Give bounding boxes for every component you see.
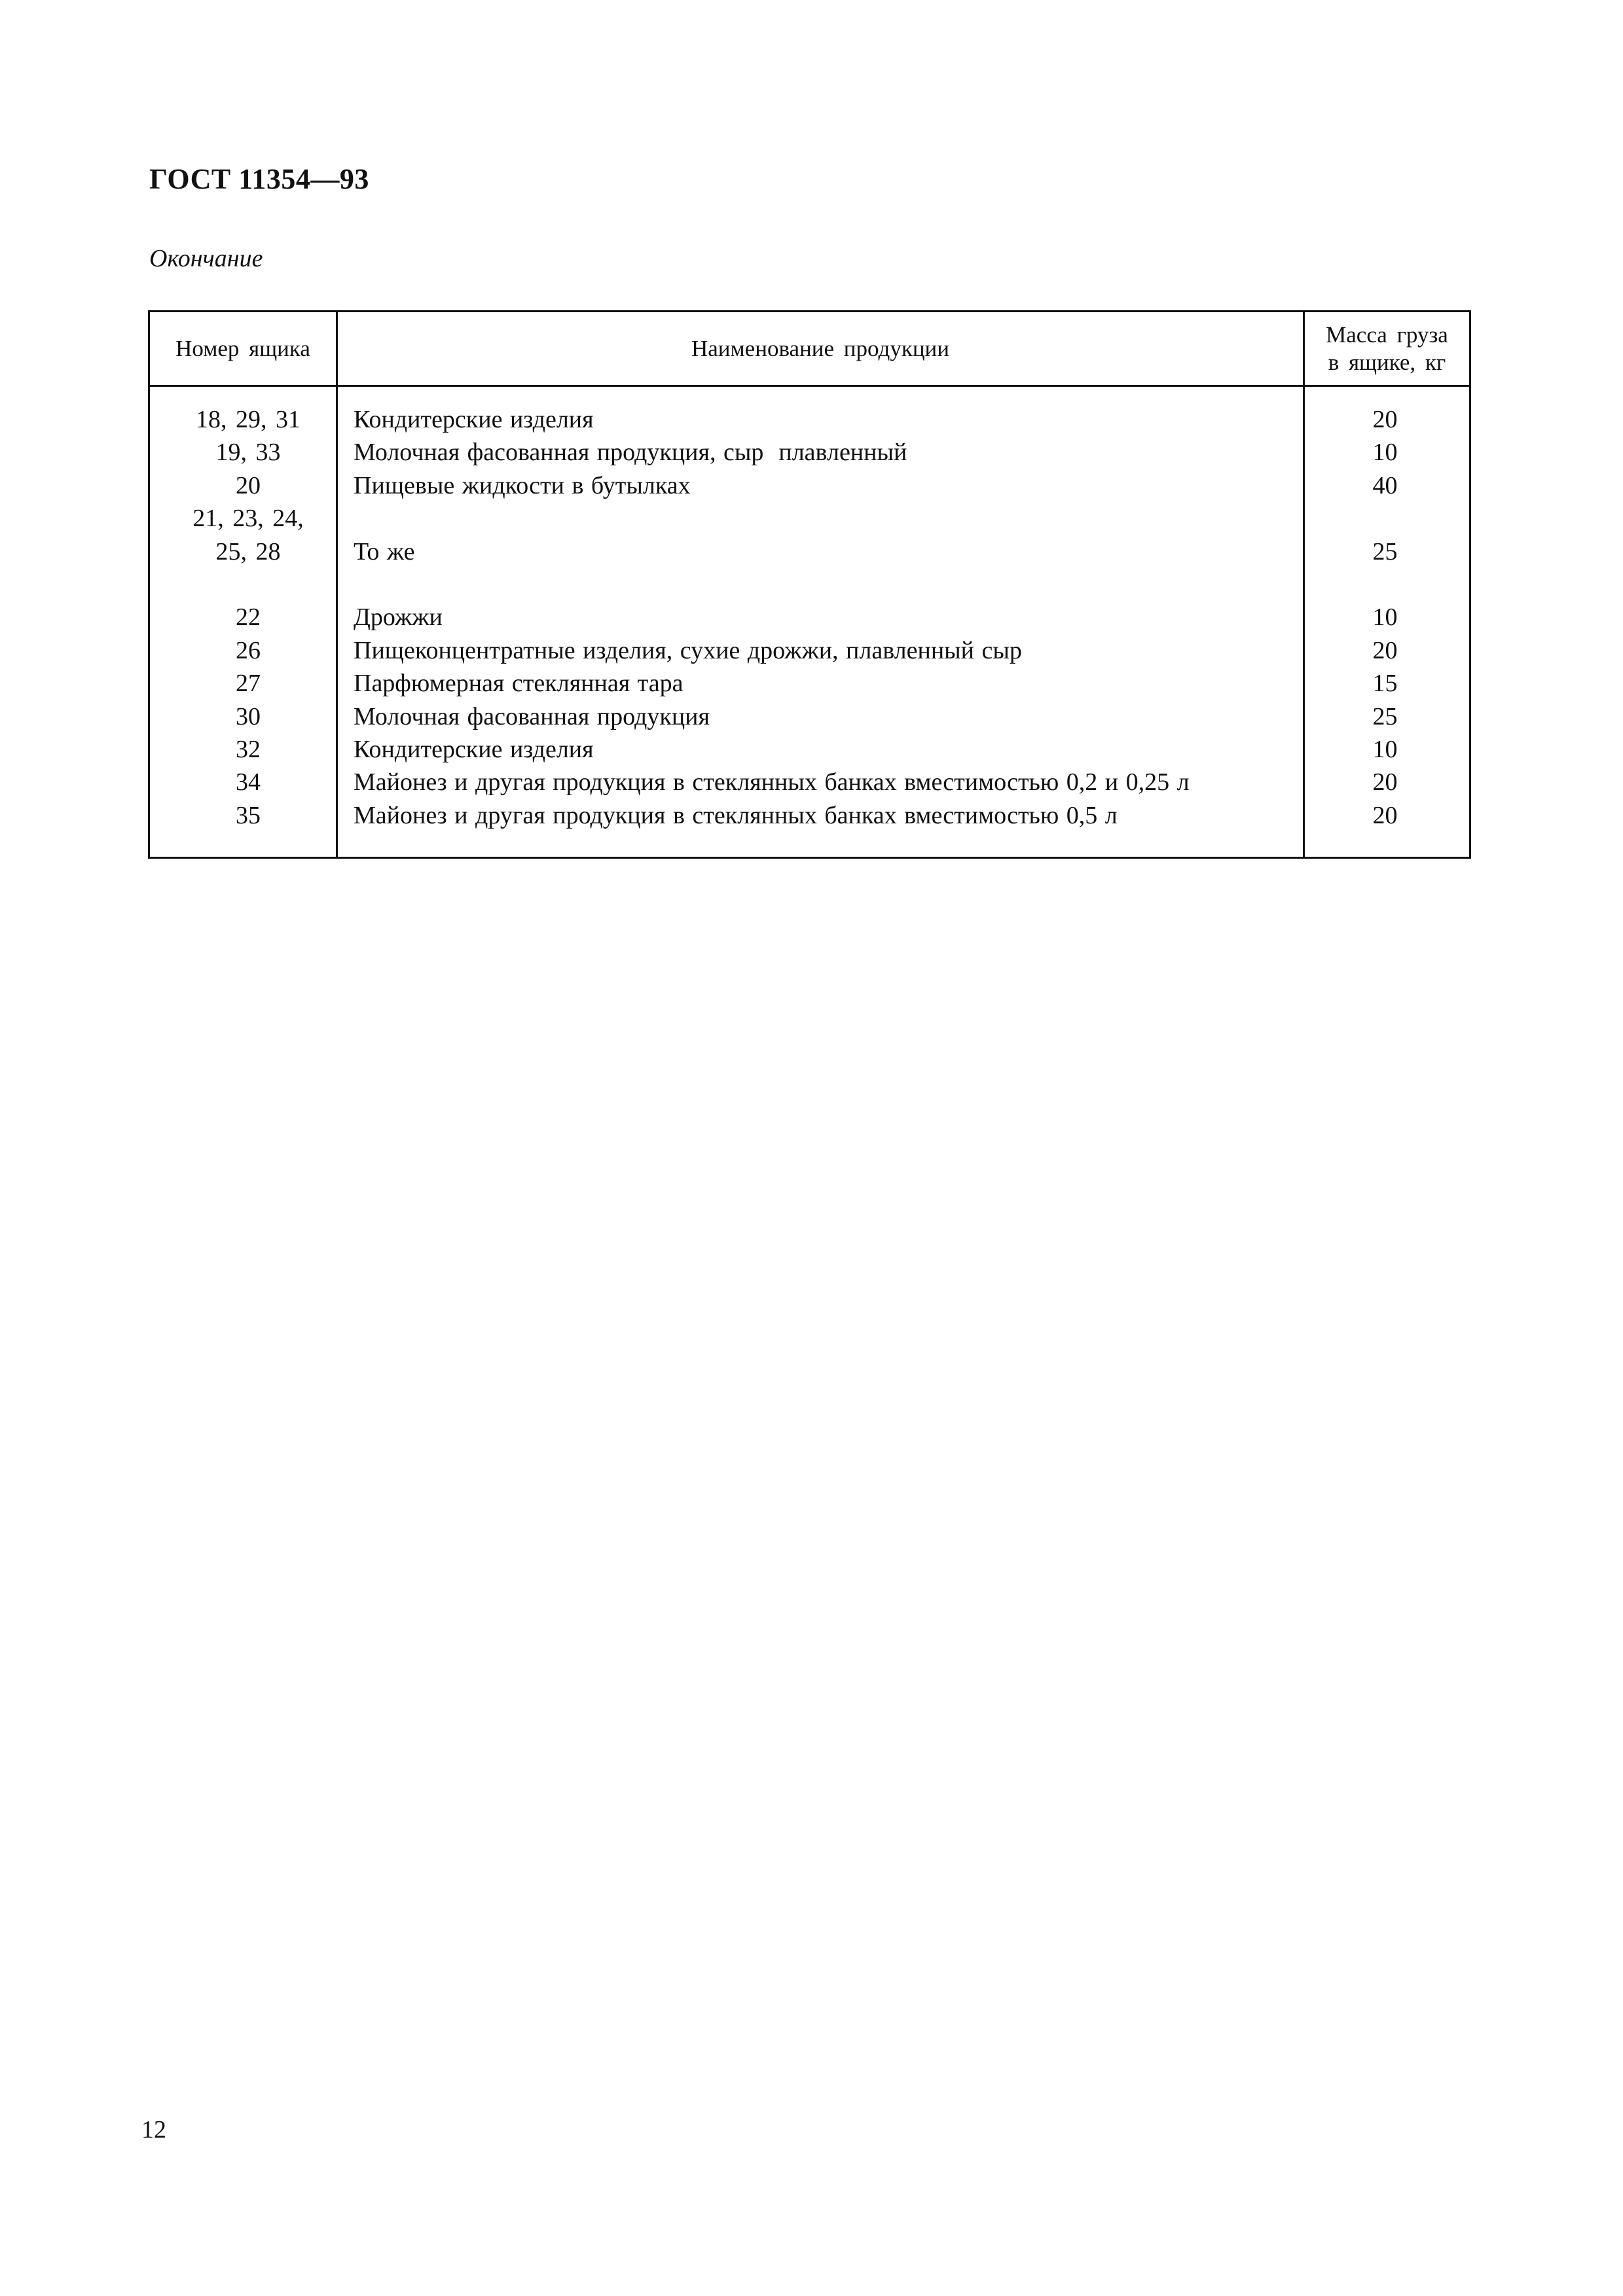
product-name-cell: То же [354,537,415,565]
product-name-cell: Кондитерские изделия [354,735,594,763]
box-number-cell: 26 [236,636,261,664]
table-row [150,469,1469,502]
table-row-spacer [150,568,1469,601]
product-name-cell: Молочная фасованная продукция, сыр плавленный [354,439,907,467]
mass-cell: 20 [1372,801,1398,829]
column-header-mass-line2: в ящике, кг [1328,349,1446,375]
table-row [150,733,1469,766]
table-body [150,403,1469,832]
mass-cell: 20 [1372,406,1398,433]
product-name-cell: Майонез и другая продукция в стеклянных банках вместимостью 0,2 и 0,25 л [354,768,1190,797]
column-header-mass [1305,312,1469,385]
continuation-label: Окончание [149,245,263,272]
mass-cell: 20 [1372,768,1398,797]
product-name-cell: Молочная фасованная продукция [354,702,710,730]
box-number-cell: 34 [236,768,261,797]
mass-cell: 10 [1372,603,1398,632]
mass-cell: 25 [1372,537,1398,565]
data-table [148,310,1471,859]
table-row [150,766,1469,798]
box-number-cell: 27 [236,670,261,698]
page-number: 12 [141,2116,166,2144]
product-name-cell: Майонез и другая продукция в стеклянных банках вместимостью 0,5 л [354,801,1118,829]
box-number-cell: 21, 23, 24, [192,505,304,533]
box-number-cell: 22 [236,603,261,632]
table-row [150,667,1469,700]
mass-cell: 40 [1372,471,1398,499]
table-row [150,403,1469,436]
product-name-cell: Дрожжи [354,603,443,632]
mass-cell: 15 [1372,670,1398,698]
table-header [150,312,1469,387]
box-number-cell: 18, 29, 31 [196,406,301,433]
box-number-cell: 32 [236,735,261,763]
product-name-cell: Кондитерские изделия [354,406,594,433]
table-row [150,700,1469,733]
column-header-mass-line1: Масса груза [1326,321,1448,348]
table-row [150,601,1469,634]
box-number-cell: 19, 33 [215,439,281,467]
product-name-cell: Пищевые жидкости в бутылках [354,471,691,499]
product-name-cell: Пищеконцентратные изделия, сухие дрожжи, плавленный сыр [354,636,1022,664]
document-title: ГОСТ 11354—93 [149,163,369,195]
column-header-number: Номер ящика [175,335,310,361]
table-row [150,535,1469,568]
table-row [150,436,1469,469]
column-header-name: Наименование продукции [691,335,950,361]
mass-cell: 10 [1372,439,1398,467]
mass-cell: 25 [1372,702,1398,730]
box-number-cell: 30 [236,702,261,730]
mass-cell: 10 [1372,735,1398,763]
box-number-cell: 35 [236,801,261,829]
table-row [150,502,1469,535]
box-number-cell: 20 [236,471,261,499]
product-name-cell: Парфюмерная стеклянная тара [354,670,684,698]
table-row [150,634,1469,667]
mass-cell: 20 [1372,636,1398,664]
table-row [150,799,1469,832]
box-number-cell: 25, 28 [215,537,281,565]
